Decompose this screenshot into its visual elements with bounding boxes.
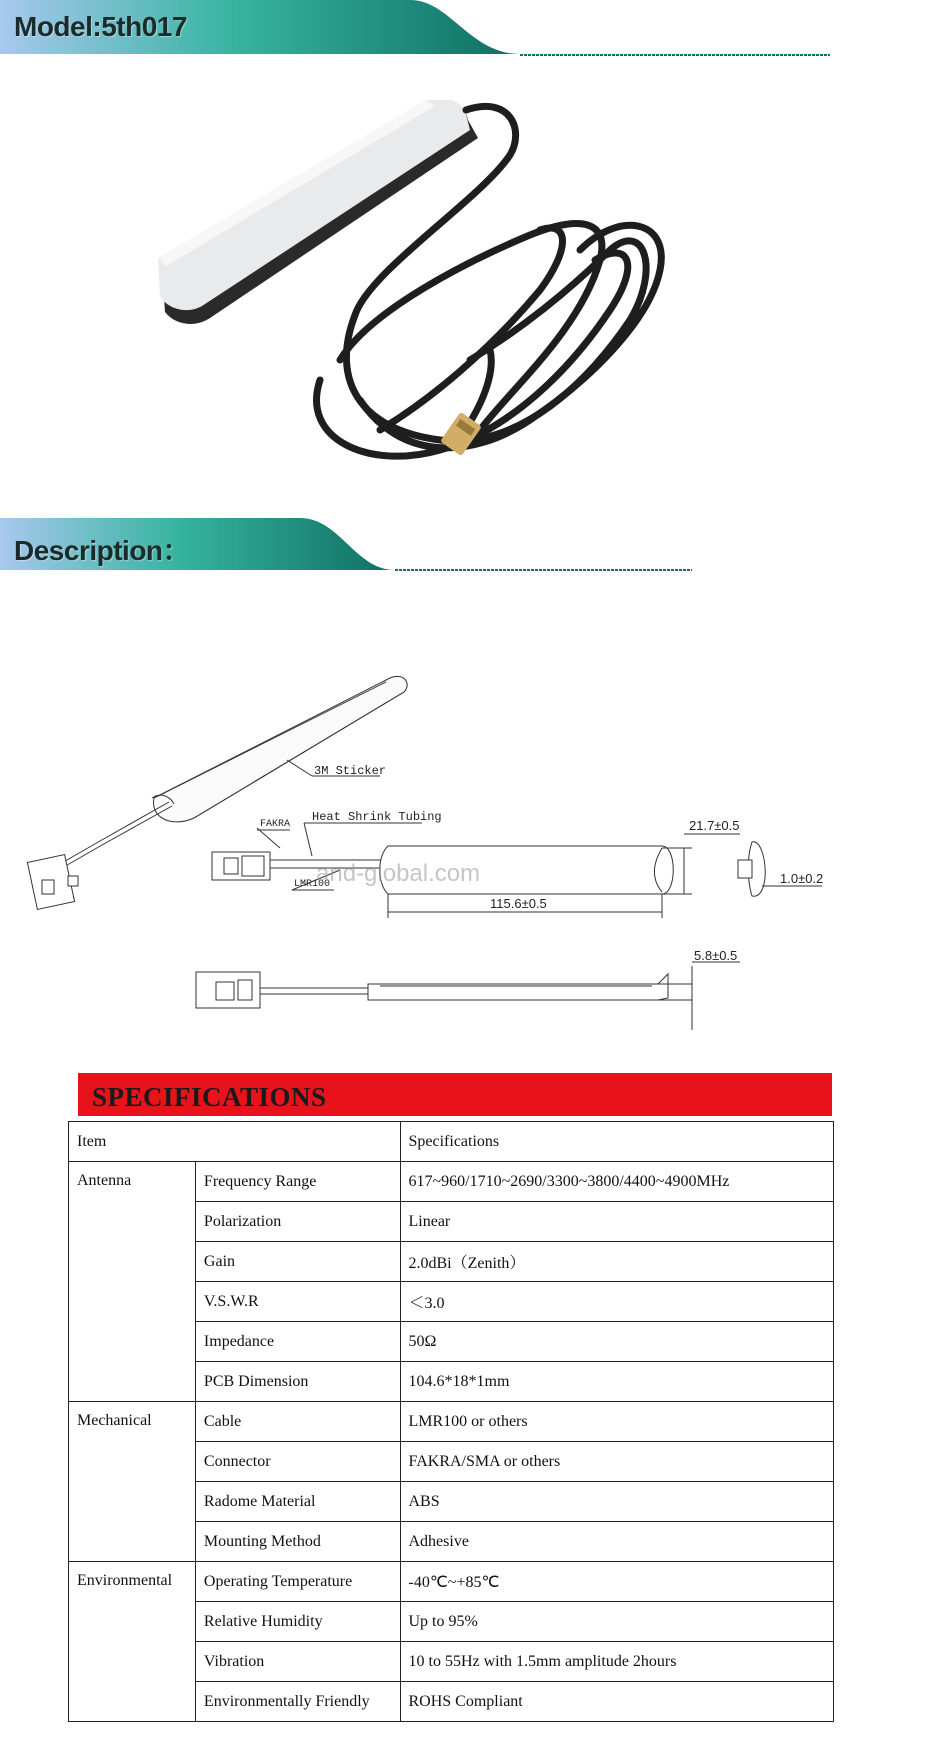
spec-label: Polarization (195, 1202, 400, 1242)
table-row (69, 1562, 834, 1602)
spec-value: Adhesive (400, 1522, 834, 1562)
specifications-table (68, 1121, 834, 1722)
spec-value: Up to 95% (400, 1602, 834, 1642)
model-banner (0, 0, 930, 64)
spec-label: Radome Material (195, 1482, 400, 1522)
spec-value: ROHS Compliant (400, 1682, 834, 1722)
spec-group-name: Antenna (69, 1162, 196, 1402)
spec-value: 104.6*18*1mm (400, 1362, 834, 1402)
spec-label: Operating Temperature (195, 1562, 400, 1602)
spec-label: V.S.W.R (195, 1282, 400, 1322)
spec-label: Connector (195, 1442, 400, 1482)
spec-value: ＜3.0 (400, 1282, 834, 1322)
antenna-body (158, 100, 478, 324)
label-length-dim: 115.6±0.5 (490, 896, 547, 911)
spec-label: Environmentally Friendly (195, 1682, 400, 1722)
spec-group-name: Mechanical (69, 1402, 196, 1562)
spec-value: LMR100 or others (400, 1402, 834, 1442)
spec-label: Mounting Method (195, 1522, 400, 1562)
spec-value: Linear (400, 1202, 834, 1242)
label-width-dim: 21.7±0.5 (689, 818, 740, 833)
spec-label: Gain (195, 1242, 400, 1282)
label-lmr100: LMR100 (294, 879, 331, 890)
spec-label: PCB Dimension (195, 1362, 400, 1402)
spec-label: Relative Humidity (195, 1602, 400, 1642)
specifications-title: SPECIFICATIONS (92, 1082, 327, 1112)
table-header-row (69, 1122, 834, 1162)
label-height-dim: 5.8±0.5 (694, 948, 738, 963)
description-title: Description： (14, 535, 191, 566)
table-row (69, 1402, 834, 1442)
header-specifications: Specifications (400, 1122, 834, 1162)
spec-value: ABS (400, 1482, 834, 1522)
antenna-photo (140, 100, 740, 540)
drawing-profile-view (196, 962, 740, 1030)
spec-value: FAKRA/SMA or others (400, 1442, 834, 1482)
description-banner (0, 518, 930, 582)
model-title: Model:5th017 (14, 11, 187, 42)
spec-value: 50Ω (400, 1322, 834, 1362)
watermark: and-global.com (316, 860, 481, 887)
spec-value: 10 to 55Hz with 1.5mm amplitude 2hours (400, 1642, 834, 1682)
label-3m-sticker: 3M Sticker (314, 764, 387, 778)
spec-value: 2.0dBi（Zenith） (400, 1242, 834, 1282)
spec-label: Frequency Range (195, 1162, 400, 1202)
spec-value: 617~960/1710~2690/3300~3800/4400~4900MHz (400, 1162, 834, 1202)
header-item: Item (69, 1122, 401, 1162)
label-heat-shrink: Heat Shrink Tubing (312, 810, 442, 824)
spec-group-name: Environmental (69, 1562, 196, 1722)
specifications-heading (78, 1073, 832, 1116)
spec-label: Vibration (195, 1642, 400, 1682)
label-thickness-dim: 1.0±0.2 (780, 871, 824, 886)
spec-label: Impedance (195, 1322, 400, 1362)
spec-value: -40℃~+85℃ (400, 1562, 834, 1602)
spec-label: Cable (195, 1402, 400, 1442)
table-row (69, 1162, 834, 1202)
label-fakra: FAKRA (260, 819, 291, 830)
